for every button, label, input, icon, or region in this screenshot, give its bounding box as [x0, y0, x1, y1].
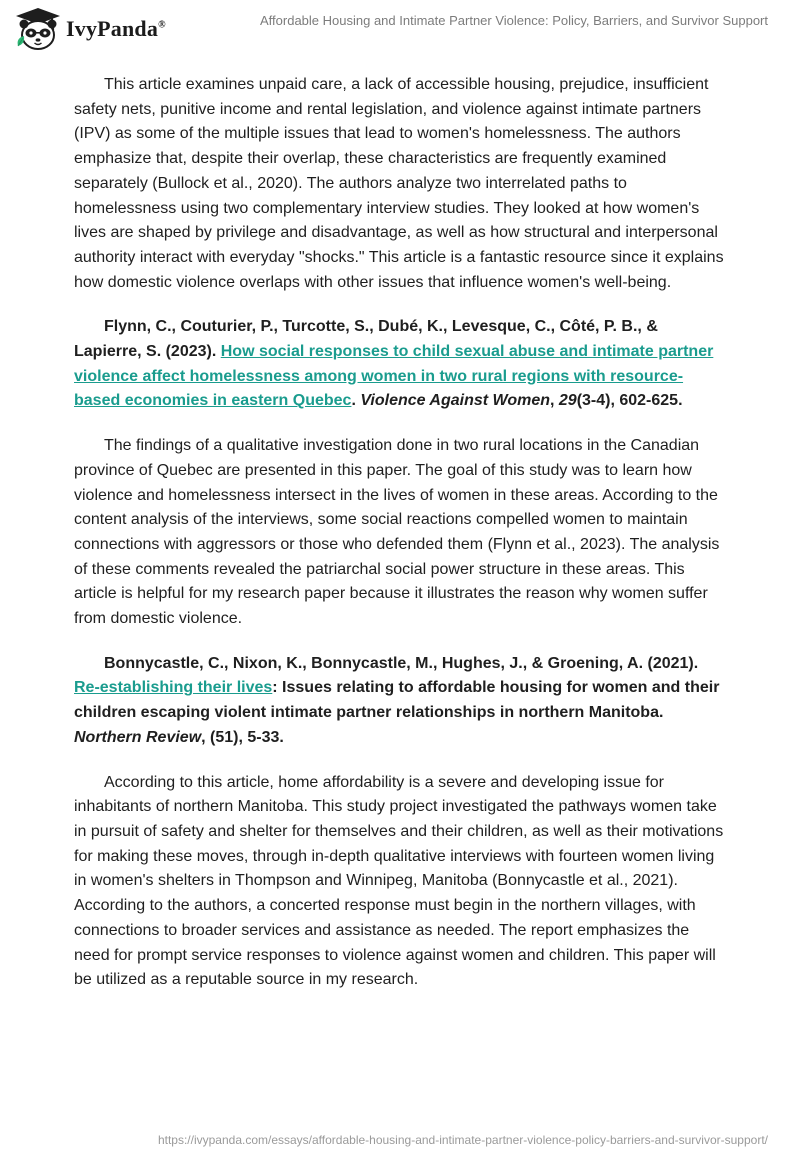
citation-authors: Bonnycastle, C., Nixon, K., Bonnycastle, M., Hughes, J., & Groening, A. (2021).	[104, 654, 699, 672]
panda-graduate-icon	[14, 6, 62, 52]
source-url[interactable]: https://ivypanda.com/essays/affordable-housing-and-intimate-partner-violence-policy-barriers-and-survivor-support/	[157, 1133, 768, 1147]
page-header	[0, 0, 800, 60]
citation-journal: Northern Review	[74, 728, 202, 746]
citation-pages: , (51), 5-33.	[201, 728, 284, 746]
citation-volume: 29	[558, 392, 577, 410]
citation-authors: Flynn, C., Couturier, P., Turcotte, S., Dubé, K., Levesque, C., Côté, P. B., & Lapierre, S. (2023).	[74, 318, 658, 361]
document-title: Affordable Housing and Intimate Partner Violence: Policy, Barriers, and Survivor Support	[260, 13, 768, 28]
citation-link-flynn[interactable]: How social responses to child sexual abuse and intimate partner violence affect homelessness among women in two rural regions with resource-based economies in eastern Quebec	[74, 343, 714, 410]
summary-paragraph-flynn: The findings of a qualitative investigation done in two rural locations in the Canadian province of Quebec are presented in this paper. The goal of this study was to learn how violence and homelessness intersect in the lives of women in these areas. According to the content analysis of the interviews, some social reactions compelled women to maintain connections with aggressors or those who defended them (Flynn et al., 2023). The analysis of these comments revealed the patriarchal social power structure in these areas. This article is helpful for my research paper because it illustrates the reason why women suffer from domestic violence.	[74, 437, 720, 628]
citation-journal: Violence Against Women	[360, 392, 550, 410]
citation-bonnycastle	[74, 652, 726, 751]
citation-flynn	[74, 315, 726, 414]
citation-punct: .	[351, 392, 361, 410]
summary-paragraph-bonnycastle: According to this article, home affordability is a severe and developing issue for inhabitants of northern Manitoba. This study project investigated the pathways women take in pursuit of safety and shelter for themselves and their children, as well as their motivations for making these moves, through in-depth qualitative interviews with fourteen women living in women's shelters in Thompson and Winnipeg, Manitoba (Bonnycastle et al., 2021). According to the authors, a concerted response must begin in the northern villages, with connections to broader services and assistance as needed. The report emphasizes the need for prompt service responses to violence against women and children. This paper will be utilized as a reputable source in my research.	[74, 773, 724, 989]
logo-wordmark: IvyPanda®	[66, 16, 166, 41]
citation-link-bonnycastle[interactable]: Re-establishing their lives	[74, 679, 273, 697]
citation-title-rest: : Issues relating to affordable housing for women and their children escaping violent intimate partner relationships in northern Manitoba.	[74, 679, 720, 722]
ivypanda-logo[interactable]	[14, 6, 166, 52]
summary-paragraph-bullock: This article examines unpaid care, a lack of accessible housing, prejudice, insufficient safety nets, punitive income and rental legislation, and violence against intimate partners (IPV) as some of the multiple issues that lead to women's homelessness. The authors emphasize that, despite their overlap, these characteristics are frequently examined separately (Bullock et al., 2020). The authors analyze two interrelated paths to homelessness using two complementary interview studies. They looked at how women's lives are shaped by privilege and disadvantage, as well as how structural and interpersonal authority interact with everyday "shocks." This article is a fantastic resource since it explains how domestic violence overlaps with other issues that influence women's well-being.	[74, 76, 724, 291]
citation-punct: ,	[550, 392, 559, 410]
citation-pages: (3-4), 602-625.	[576, 392, 683, 410]
essay-content	[74, 73, 726, 993]
